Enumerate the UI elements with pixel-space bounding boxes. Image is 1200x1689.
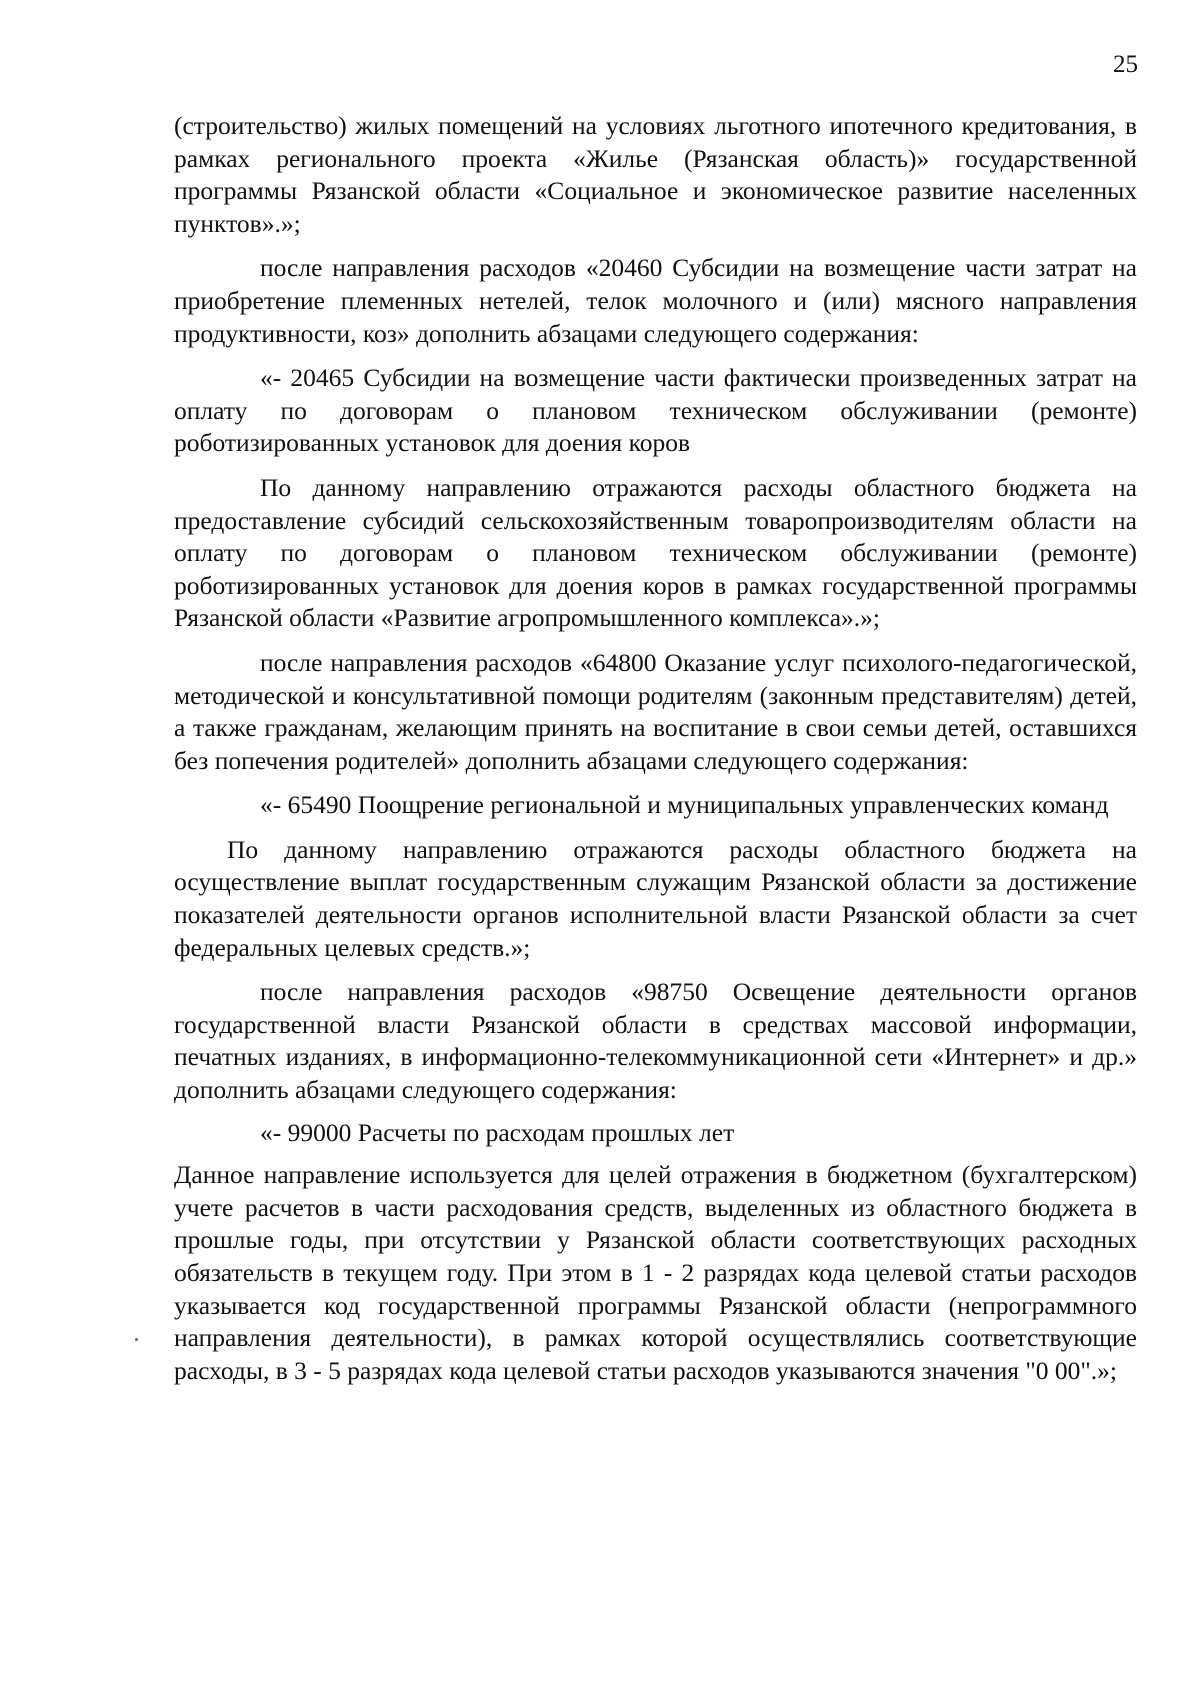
paragraph-item-20465: «- 20465 Субсидии на возмещение части фактически произведенных затрат на оплату по договорам о плановом техническом обслуживании (ремонте) роботизированных установок для доения коров	[174, 363, 1137, 458]
paragraph-description-65490: По данному направлению отражаются расходы областного бюджета на осуществление выплат государственным служащим Рязанской области за достижение показателей деятельности органов исполнительной власти Рязанской области за счет федеральных целевых средств.»;	[174, 834, 1137, 962]
page-number: 25	[1113, 51, 1138, 78]
paragraph-description-99000: Данное направление используется для целей отражения в бюджетном (бухгалтерском) учете расчетов в части расходования средств, выделенных из областного бюджета в прошлые годы, при отсутствии у Рязанской области соответствующих расходных обязательств в текущем году. При этом в 1 - 2 разрядах кода целевой статьи расходов указывается код государственной программы Рязанской области (непрограммного направления деятельности), в рамках которой осуществлялись соответствующие расходы, в 3 - 5 разрядах кода целевой статьи расходов указываются значения "0 00".»;	[174, 1160, 1137, 1385]
paragraph-description-20465: По данному направлению отражаются расходы областного бюджета на предоставление субсидий сельскохозяйственным товаропроизводителям области на оплату по договорам о плановом техническом обслуживании (ремонте) роботизированных установок для доения коров в рамках государственной программы Рязанской области «Развитие агропромышленного комплекса».»;	[174, 472, 1137, 633]
document-body	[174, 110, 1137, 1387]
paragraph-amendment-64800: после направления расходов «64800 Оказание услуг психолого-педагогической, методической и консультативной помощи родителям (законным представителям) детей, а также гражданам, желающим принять на воспитание в свои семьи детей, оставшихся без попечения родителей» дополнить абзацами следующего содержания:	[174, 647, 1137, 775]
scan-speck	[135, 1338, 138, 1341]
paragraph-amendment-98750: после направления расходов «98750 Освещение деятельности органов государственной власти Рязанской области в средствах массовой информации, печатных изданиях, в информационно-телекоммуникационной сети «Интернет» и др.» дополнить абзацами следующего содержания:	[174, 977, 1137, 1105]
paragraph-continuation: (строительство) жилых помещений на условиях льготного ипотечного кредитования, в рамках регионального проекта «Жилье (Рязанская область)» государственной программы Рязанской области «Социальное и экономическое развитие населенных пунктов».»;	[174, 111, 1137, 238]
paragraph-item-65490: «- 65490 Поощрение региональной и муниципальных управленческих команд	[260, 790, 1109, 820]
paragraph-amendment-20460: после направления расходов «20460 Субсидии на возмещение части затрат на приобретение племенных нетелей, телок молочного и (или) мясного направления продуктивности, коз» дополнить абзацами следующего содержания:	[174, 253, 1137, 348]
paragraph-item-99000: «- 99000 Расчеты по расходам прошлых лет	[260, 1117, 735, 1147]
